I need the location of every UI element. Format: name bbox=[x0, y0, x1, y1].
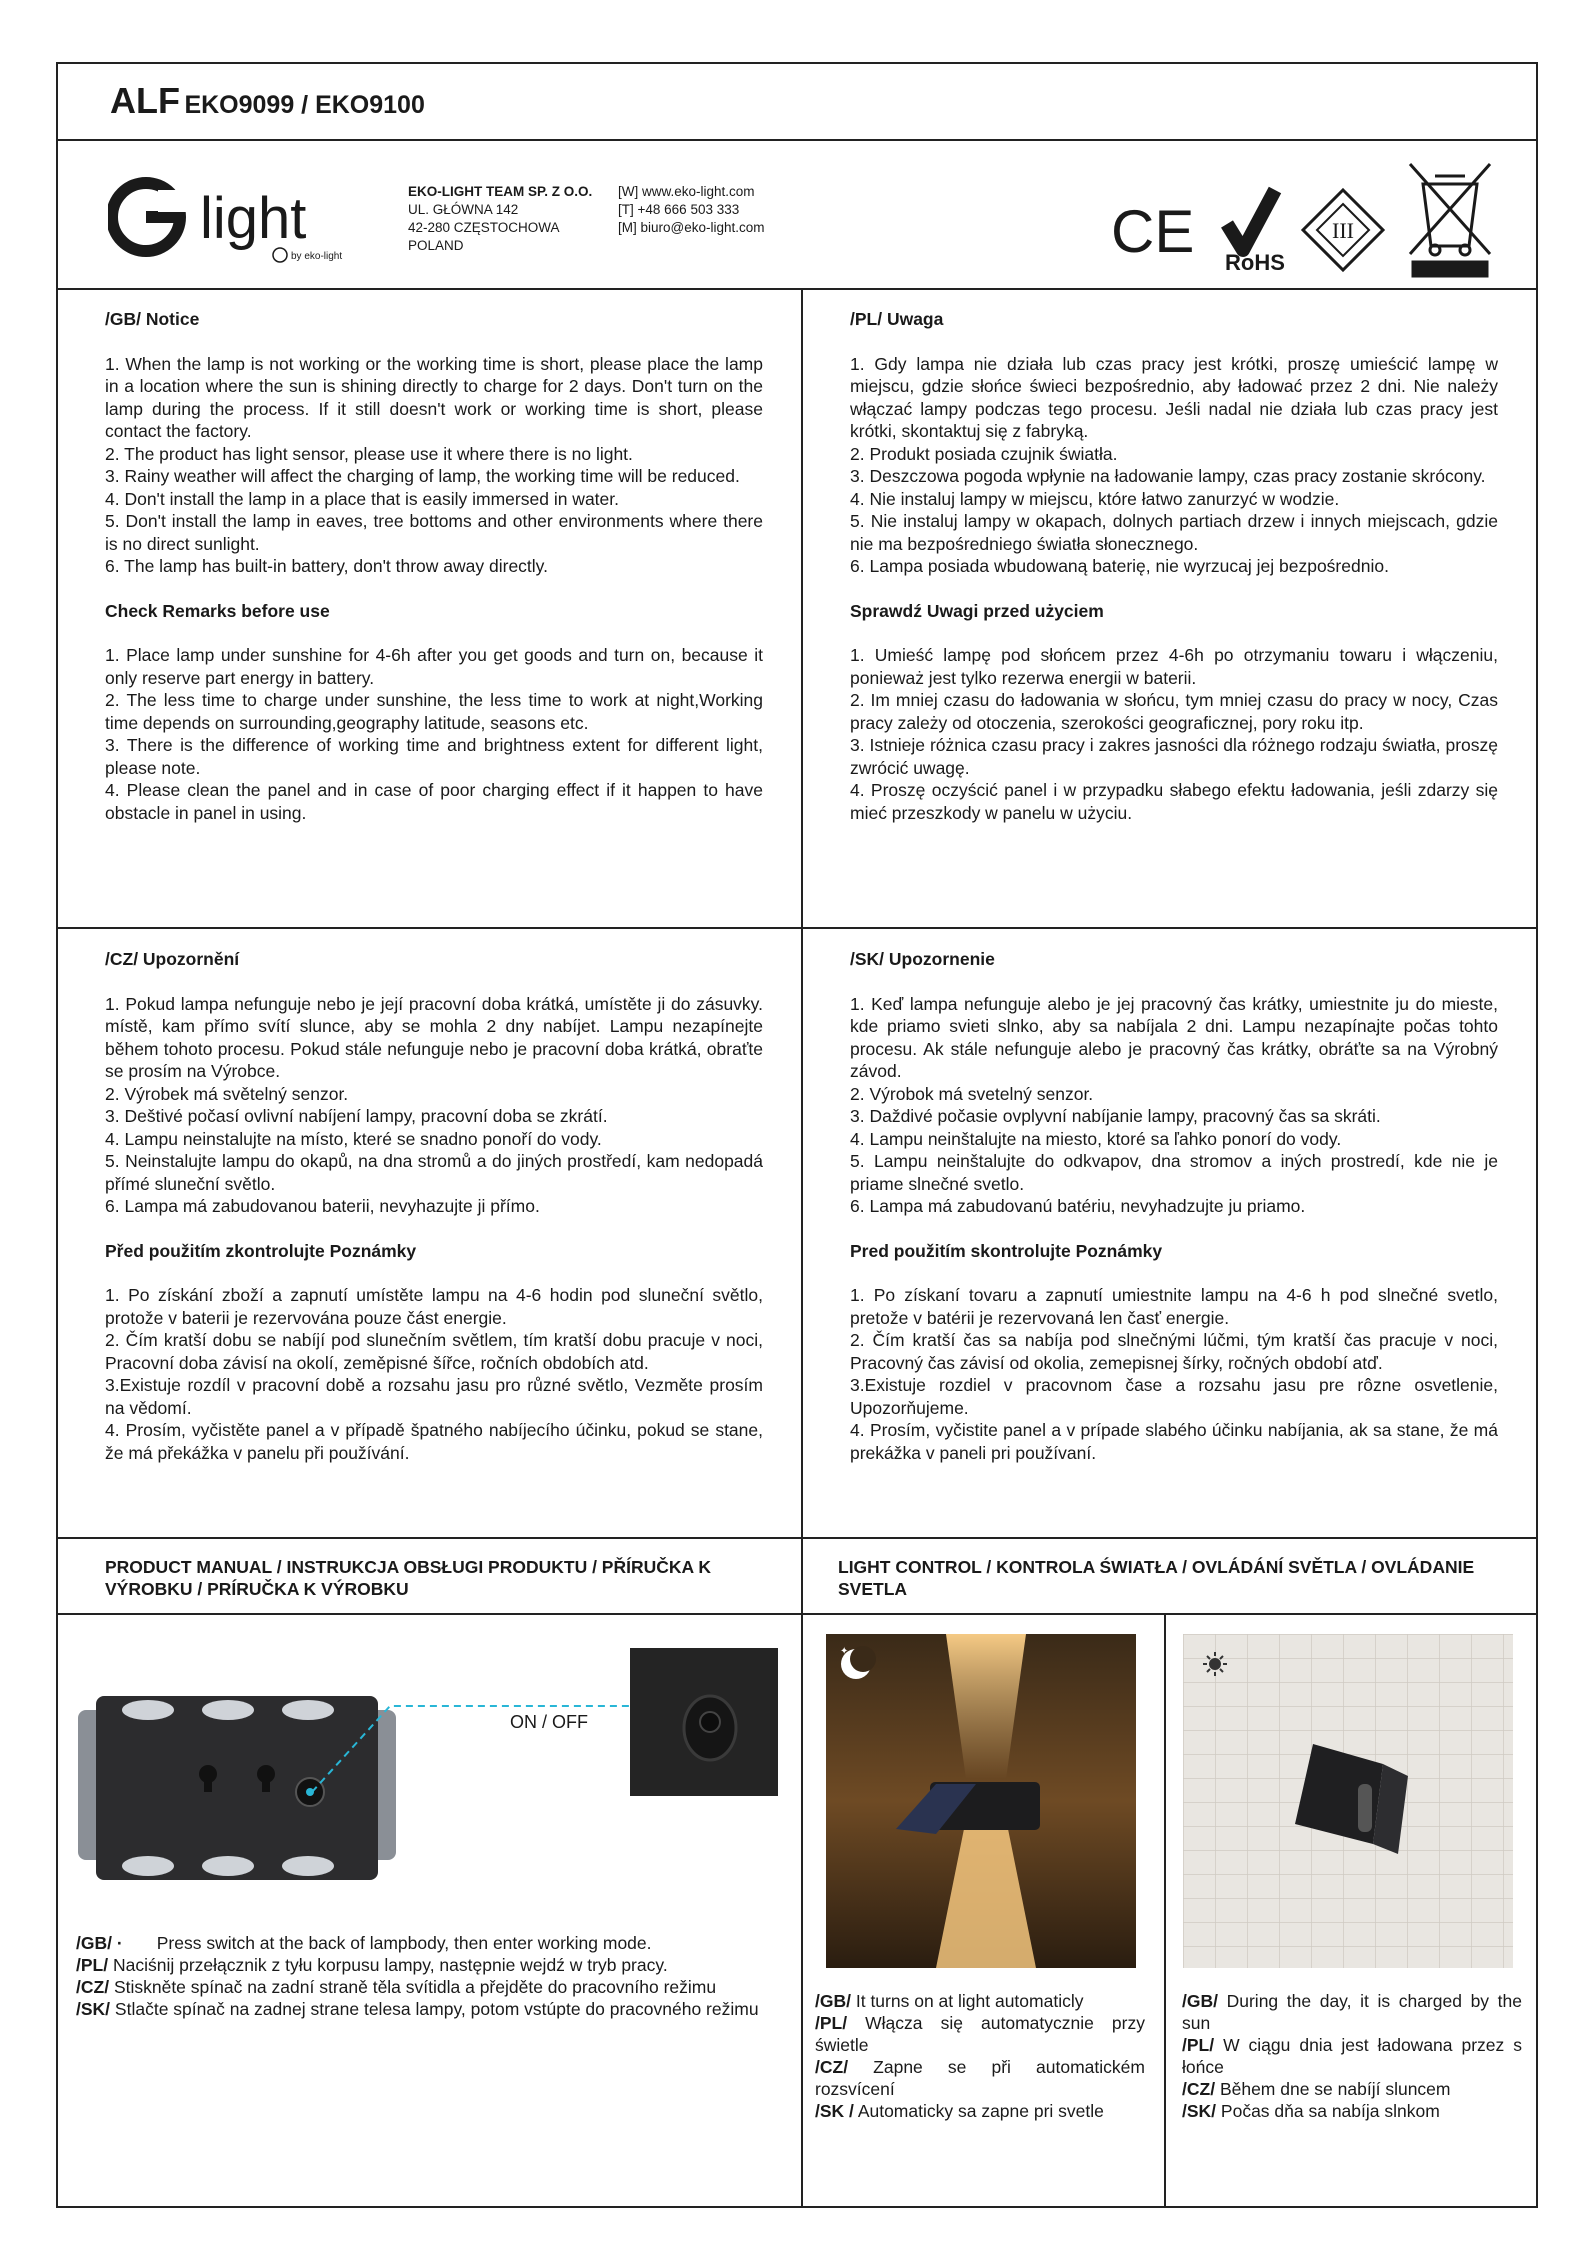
divider bbox=[56, 927, 1538, 929]
section-heading: /PL/ Uwaga bbox=[850, 309, 944, 329]
page-title: ALF EKO9099 / EKO9100 bbox=[110, 80, 425, 121]
switch-detail-image bbox=[630, 1648, 778, 1796]
logo-word: light bbox=[200, 186, 307, 251]
on-off-label: ON / OFF bbox=[510, 1712, 588, 1732]
night-caption: /GB/ It turns on at light automaticly /PL/ Włącza się automatycznie przy świetle /CZ/ Zapne se při automatickém rozsvícení /SK / Automaticky sa zapne pri svetle bbox=[815, 1991, 1145, 2121]
divider bbox=[56, 139, 1538, 141]
divider bbox=[56, 1537, 1538, 1539]
divider bbox=[56, 1613, 1538, 1615]
section-heading: /SK/ Upozornenie bbox=[850, 949, 995, 969]
logo-tag: by eko-light bbox=[291, 251, 343, 262]
svg-text:✦: ✦ bbox=[840, 1646, 849, 1657]
rohs-icon bbox=[1225, 190, 1285, 275]
section-subheading: Sprawdź Uwagi przed użyciem bbox=[850, 600, 1104, 621]
certification-marks bbox=[1105, 160, 1505, 280]
switch-callout-line bbox=[310, 1704, 640, 1796]
phone-number: +48 666 503 333 bbox=[637, 202, 740, 217]
section-subheading: Check Remarks before use bbox=[105, 600, 330, 621]
section-heading: /GB/ Notice bbox=[105, 309, 200, 329]
night-mode-image bbox=[826, 1634, 1136, 1968]
day-caption: /GB/ During the day, it is charged by the sun /PL/ W ciągu dnia jest ładowana przez s łońce /CZ/ Během dne se nabíjí sluncem /SK/ Počas dňa sa nabíja slnkom bbox=[1182, 1991, 1522, 2121]
section-gb: /GB/ Notice 1. When the lamp is not working or the working time is short, please place the lamp in a location where the sun is shining directly to charge for 2 days. Don't turn on the lamp during the process. If it still doesn't work or working time is short, please contact the factory. 2. The product has light sensor, please use it where there is no light. 3. Rainy weather will affect the charging of lamp, the working time will be reduced. 4. Don't install the lamp in a place that is easily immersed in water. 5. Don't install the lamp in eaves, tree bottoms and other environments where there is no direct sunlight. 6. The lamp has built-in battery, don't throw away directly. Check Remarks before use 1. Place lamp under sunshine for 4-6h after you get goods and turn on, because it only reserve part energy in battery. 2. The less time to charge under sunshine, the less time to work at night,Working time depends on surrounding,geography latitude, seasons etc. 3. There is the difference of working time and brightness extent for different light, please note. 4. Please clean the panel and in case of poor charging effect if it happen to have obstacle in panel in using. bbox=[105, 309, 763, 823]
day-mode-image bbox=[1183, 1634, 1513, 1968]
section-cz: /CZ/ Upozornění 1. Pokud lampa nefunguje nebo je její pracovní doba krátká, umístěte ji do zásuvky. místě, kam přímo svítí slunce, aby se mohla 2 dny nabíjet. Lampu nezapínejte během tohoto procesu. Pokud stále nefunguje nebo je pracovní doba krátká, obraťte se prosím na Výrobce. 2. Výrobek má světelný senzor. 3. Deštivé počasí ovlivní nabíjení lampy, pracovní doba se zkrátí. 4. Lampu neinstalujte na místo, které se snadno ponoří do vody. 5. Neinstalujte lampu do okapů, na dna stromů a do jiných prostředí, kam nedopadá přímé sluneční světlo. 6. Lampa má zabudovanou baterii, nevyhazujte ji přímo. Před použitím zkontrolujte Poznámky 1. Po získání zboží a zapnutí umístěte lampu na 4-6 hodin pod sluneční světlo, protože v baterii je rezervována pouze část energie. 2. Čím kratší dobu se nabíjí pod slunečním světlem, tím kratší dobu pracuje v noci, Pracovní doba závisí na okolí, zeměpisné šířce, ročních obdobích atd. 3.Existuje rozdíl v pracovní době a rozsahu jasu pro různé světlo, Vezměte prosím na vědomí. 4. Prosím, vyčistěte panel a v případě špatného nabíjecího účinku, pokud se stane, že má překážka v panelu při používání. bbox=[105, 949, 763, 1463]
section-subheading: Pred použitím skontrolujte Poznámky bbox=[850, 1240, 1163, 1261]
ce-mark-icon: CE bbox=[1111, 198, 1195, 265]
section-sk: /SK/ Upozornenie 1. Keď lampa nefunguje alebo je jej pracovný čas krátky, umiestnite ju do mieste, kde priamo svieti slnko, aby sa nabíjala 2 dni. Lampu nezapínajte počas tohto procesu. Ak stále nefunguje alebo je pracovný čas krátky, obráťte sa na Výrobný závod. 2. Výrobok má svetelný senzor. 3. Daždivé počasie ovplyvní nabíjanie lampy, pracovný čas sa skráti. 4. Lampu neinštalujte na miesto, ktoré sa ľahko ponorí do vody. 5. Lampu neinštalujte do odkvapov, dna stromov a iných prostredí, kde nie je priame slnečné svetlo. 6. Lampa má zabudovanú batériu, nevyhadzujte ju priamo. Pred použitím skontrolujte Poznámky 1. Po získaní tovaru a zapnutí umiestnite lampu na 4-6 h pod slnečné svetlo, pretože v batérii je rezervovaná len časť energie. 2. Čím kratší čas sa nabíja pod slnečnými lúčmi, tým kratší čas pracuje v noci, Pracovný čas závisí od okolia, zemepisnej šírky, ročných období atď. 3.Existuje rozdiel v pracovnom čase a rozsahu jasu pre rôzne osvetlenie, Upozorňujeme. 4. Prosím, vyčistite panel a v prípade slabého účinku nabíjania, ak sa stane, že má prekážka v paneli pri používaní. bbox=[850, 949, 1498, 1463]
email-link[interactable]: biuro@eko-light.com bbox=[640, 220, 765, 235]
column-divider bbox=[801, 288, 803, 2208]
company-contact: [W] www.eko-light.com [T] +48 666 503 333 [M] biuro@eko-light.com bbox=[618, 184, 765, 235]
weee-bin-icon bbox=[1410, 164, 1490, 276]
light-control-heading: LIGHT CONTROL / KONTROLA ŚWIATŁA / OVLÁDÁNÍ SVĚTLA / OVLÁDANIE SVETLA bbox=[838, 1557, 1475, 1599]
section-heading: /CZ/ Upozornění bbox=[105, 949, 240, 969]
website-link[interactable]: www.eko-light.com bbox=[642, 184, 755, 199]
company-address: EKO-LIGHT TEAM SP. Z O.O. UL. GŁÓWNA 142 42-280 CZĘSTOCHOWA POLAND bbox=[408, 184, 593, 253]
section-pl: /PL/ Uwaga 1. Gdy lampa nie działa lub czas pracy jest krótki, proszę umieścić lampę w miejscu, gdzie słońce świeci bezpośrednio, aby ładować przez 2 dni. Nie należy włączać lampy podczas tego procesu. Jeśli nadal nie działa lub czas pracy jest krótki, skontaktuj się z fabryką. 2. Produkt posiada czujnik światła. 3. Deszczowa pogoda wpłynie na ładowanie lampy, czas pracy zostanie skrócony. 4. Nie instaluj lampy w miejscu, które łatwo zanurzyć w wodzie. 5. Nie instaluj lampy w okapach, dolnych partiach drzew i innych miejscach, gdzie nie ma bezpośredniego światła słonecznego. 6. Lampa posiada wbudowaną baterię, nie wyrzucaj jej bezpośrednio. Sprawdź Uwagi przed użyciem 1. Umieść lampę pod słońcem przez 4-6h po otrzymaniu towaru i włączeniu, ponieważ jest tylko rezerwa energii w baterii. 2. Im mniej czasu do ładowania w słońcu, tym mniej czasu do pracy w nocy, Czas pracy zależy od otoczenia, szerokości geograficznej, pory roku itp. 3. Istnieje różnica czasu pracy i zakres jasności dla różnego rodzaju światła, proszę zwrócić uwagę. 4. Proszę oczyścić panel i w przypadku słabego efektu ładowania, jeśli zdarzy się mieć przeszkody w panelu w użyciu. bbox=[850, 309, 1498, 823]
svg-text:III: III bbox=[1332, 218, 1354, 243]
class-three-icon bbox=[1303, 190, 1383, 270]
manual-instructions: /GB/ · Press switch at the back of lampbody, then enter working mode. /PL/ Naciśnij przełącznik z tyłu korpusu lampy, następnie wejdź w tryb pracy. /CZ/ Stiskněte spínač na zadní straně těla svítidla a přejděte do pracovního režimu /SK/ Stlačte spínač na zadnej strane telesa lampy, potom vstúpte do pracovného režimu bbox=[76, 1933, 759, 2019]
brand-logo bbox=[108, 176, 368, 266]
divider bbox=[56, 288, 1538, 290]
svg-text:RoHS: RoHS bbox=[1225, 250, 1285, 275]
column-divider bbox=[1164, 1613, 1166, 2208]
section-subheading: Před použitím zkontrolujte Poznámky bbox=[105, 1240, 417, 1261]
product-manual-heading: PRODUCT MANUAL / INSTRUKCJA OBSŁUGI PRODUKTU / PŘÍRUČKA K VÝROBKU / PRÍRUČKA K VÝROBKU bbox=[105, 1557, 712, 1599]
